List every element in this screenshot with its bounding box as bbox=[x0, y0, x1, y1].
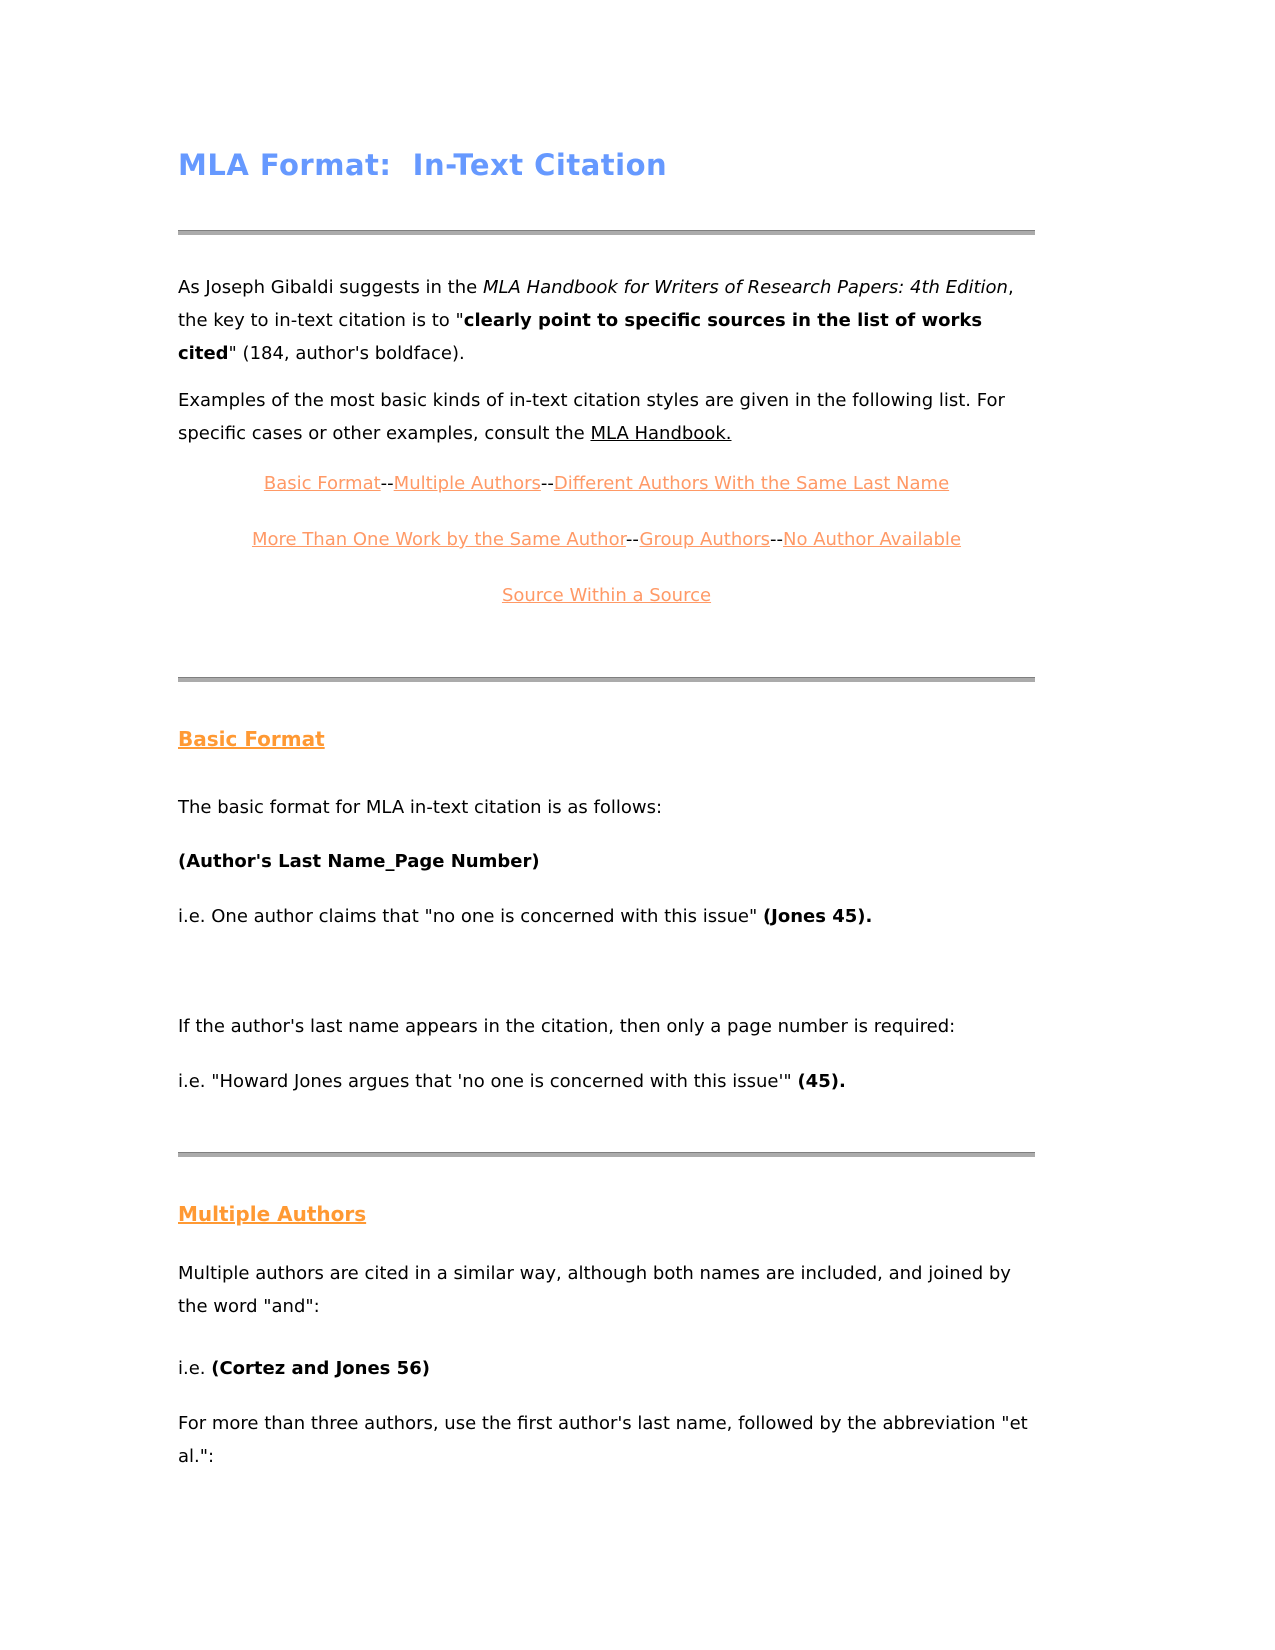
link-more-than-one-work-same-author[interactable]: More Than One Work by the Same Author bbox=[251, 529, 626, 550]
text-run: " (184, author's boldface). bbox=[228, 343, 465, 364]
basic-format-intro-line: The basic format for MLA in-text citation is as follows: bbox=[178, 797, 663, 818]
link-separator: -- bbox=[540, 473, 554, 494]
text-run: (Jones 45). bbox=[762, 906, 873, 927]
basic-format-page-only-line: If the author's last name appears in the citation, then only a page number is required: bbox=[178, 1016, 956, 1037]
link-no-author-available[interactable]: No Author Available bbox=[783, 529, 962, 550]
text-run: MLA Handbook for Writers of Research Papers: 4th Edition bbox=[482, 277, 1008, 298]
nav-links-row-1 bbox=[178, 467, 1035, 500]
page-title: MLA Format: In-Text Citation bbox=[178, 148, 668, 182]
text-run: , the key to in-text citation is to " bbox=[178, 277, 1014, 331]
basic-format-example-2 bbox=[178, 1065, 1035, 1098]
link-separator: -- bbox=[625, 529, 640, 550]
link-different-authors-same-last-name[interactable]: Different Authors With the Same Last Name bbox=[553, 473, 950, 494]
link-separator: -- bbox=[380, 473, 394, 494]
nav-links-row-3 bbox=[178, 579, 1035, 612]
link-source-within-a-source[interactable]: Source Within a Source bbox=[501, 585, 712, 606]
text-run: i.e. bbox=[178, 1358, 212, 1379]
text-run: i.e. One author claims that "no one is concerned with this issue" bbox=[178, 906, 763, 927]
text-run: (45). bbox=[797, 1071, 846, 1092]
horizontal-rule bbox=[178, 677, 1035, 682]
multiple-authors-et-al-line: For more than three authors, use the first author's last name, followed by the abbreviation "et al.": bbox=[178, 1413, 1028, 1467]
link-separator: -- bbox=[770, 529, 784, 550]
link-multiple-authors[interactable]: Multiple Authors bbox=[393, 473, 541, 494]
horizontal-rule bbox=[178, 230, 1035, 235]
text-run: i.e. "Howard Jones argues that 'no one is concerned with this issue'" bbox=[178, 1071, 798, 1092]
link-mla-handbook[interactable]: MLA Handbook. bbox=[590, 423, 732, 444]
multiple-authors-intro-line: Multiple authors are cited in a similar way, although both names are included, and joined by the word "and": bbox=[178, 1263, 1011, 1317]
multiple-authors-heading-row bbox=[178, 1199, 1035, 1232]
basic-format-pattern-line: (Author's Last Name_Page Number) bbox=[178, 851, 540, 872]
link-basic-format[interactable]: Basic Format bbox=[263, 473, 381, 494]
basic-format-heading-link[interactable]: Basic Format bbox=[178, 727, 325, 751]
text-run: As Joseph Gibaldi suggests in the bbox=[178, 277, 483, 298]
text-run: Examples of the most basic kinds of in-text citation styles are given in the following list. For specific cases or other examples, consult the bbox=[178, 390, 1005, 444]
link-group-authors[interactable]: Group Authors bbox=[639, 529, 771, 550]
text-run: clearly point to specific sources in the list of works cited bbox=[178, 310, 983, 364]
text-run: (Cortez and Jones 56) bbox=[211, 1358, 430, 1379]
nav-links-row-2 bbox=[178, 523, 1035, 556]
intro-paragraph bbox=[178, 271, 1035, 370]
basic-format-heading-row bbox=[178, 724, 1035, 757]
examples-paragraph bbox=[178, 384, 1035, 450]
multiple-authors-heading-link[interactable]: Multiple Authors bbox=[178, 1202, 367, 1226]
horizontal-rule bbox=[178, 1152, 1035, 1157]
basic-format-example-1 bbox=[178, 900, 1035, 933]
multiple-authors-example-1 bbox=[178, 1352, 1035, 1385]
